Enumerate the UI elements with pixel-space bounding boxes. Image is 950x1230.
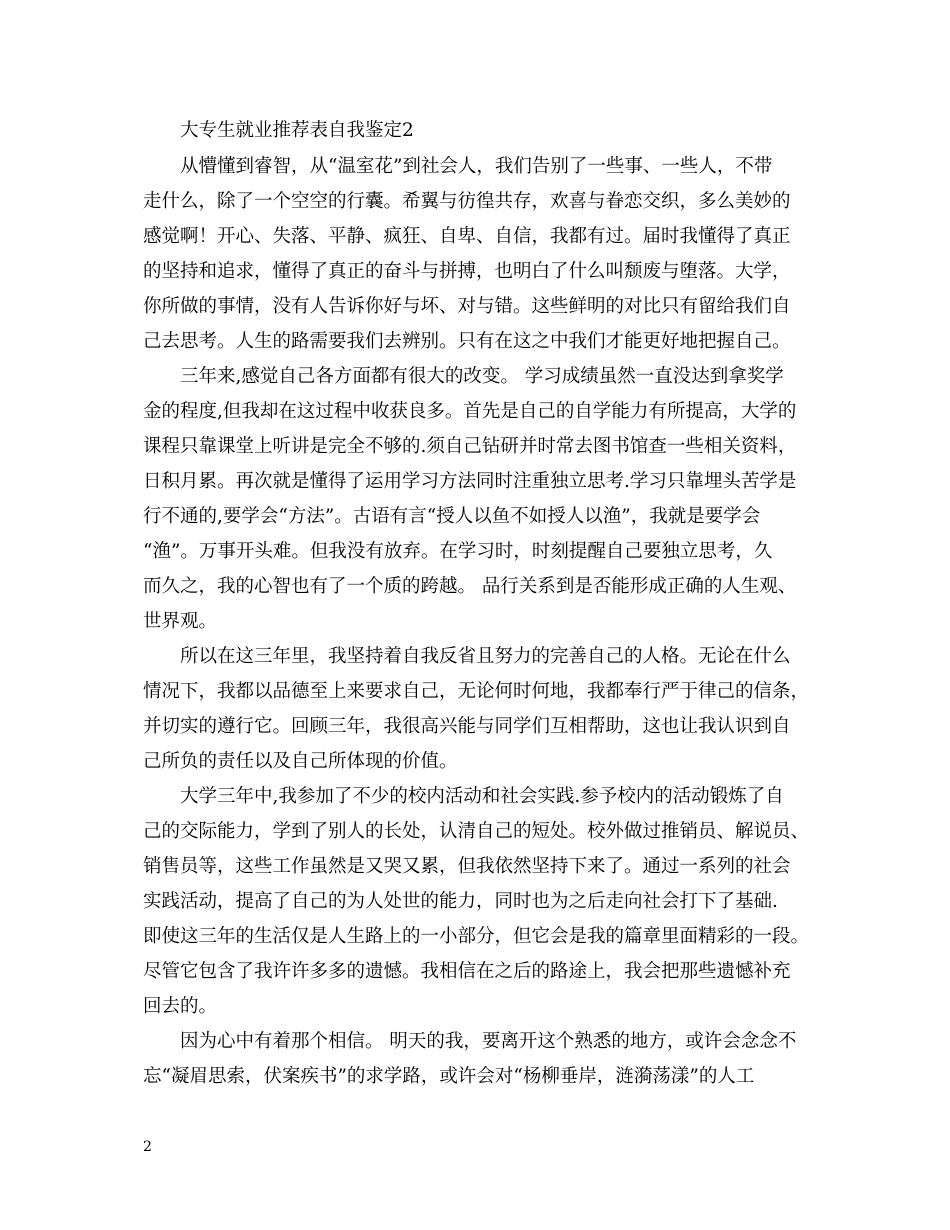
text-line: 行不通的,要学会“方法”。古语有言“授人以鱼不如授人以渔”，我就是要学会 [143, 506, 761, 527]
text-line: “渔”。万事开头难。但我没有放弃。在学习时，时刻提醒自己要独立思考，久 [143, 541, 773, 562]
text-line: 因为心中有着那个相信。 明天的我，要离开这个熟悉的地方，或许会念念不 [180, 1031, 797, 1052]
text-line: 情况下，我都以品德至上来要求自己，无论何时何地，我都奉行严于律己的信条， [143, 681, 810, 702]
text-line: 走什么，除了一个空空的行囊。希翼与彷徨共存，欢喜与眷恋交织，多么美妙的 [143, 191, 791, 212]
text-line: 己所负的责任以及自己所体现的价值。 [143, 751, 458, 772]
text-line: 忘“凝眉思索，伏案疾书”的求学路，或许会对“杨柳垂岸，涟漪荡漾”的人工 [143, 1066, 755, 1087]
text-line: 大学三年中,我参加了不少的校内活动和社会实践.参予校内的活动锻炼了自 [180, 786, 784, 807]
text-line: 而久之，我的心智也有了一个质的跨越。 品行关系到是否能形成正确的人生观、 [143, 576, 797, 597]
text-line: 金的程度,但我却在这过程中收获良多。首先是自己的自学能力有所提高，大学的 [143, 401, 797, 422]
text-line: 课程只靠课堂上听讲是完全不够的.须自己钻研并时常去图书馆查一些相关资料， [143, 436, 797, 457]
text-line: 你所做的事情，没有人告诉你好与坏、对与错。这些鲜明的对比只有留给我们自 [143, 296, 791, 317]
page-number: 2 [143, 1139, 152, 1155]
text-line: 三年来,感觉自己各方面都有很大的改变。 学习成绩虽然一直没达到拿奖学 [180, 366, 784, 387]
text-line: 世界观。 [143, 611, 218, 632]
text-line: 己去思考。人生的路需要我们去辨别。只有在这之中我们才能更好地把握自己。 [143, 331, 791, 352]
text-line: 从懵懂到睿智，从“温室花”到社会人，我们告别了一些事、一些人，不带 [180, 156, 773, 177]
document-title: 大专生就业推荐表自我鉴定2 [180, 120, 414, 141]
text-line: 销售员等，这些工作虽然是又哭又累，但我依然坚持下来了。通过一系列的社会 [143, 856, 791, 877]
text-line: 日积月累。再次就是懂得了运用学习方法同时注重独立思考.学习只靠埋头苦学是 [143, 471, 797, 492]
text-line: 尽管它包含了我许许多多的遗憾。我相信在之后的路途上，我会把那些遗憾补充 [143, 961, 791, 982]
text-line: 己的交际能力，学到了别人的长处，认清自己的短处。校外做过推销员、解说员、 [143, 821, 810, 842]
text-line: 回去的。 [143, 996, 218, 1017]
text-line: 实践活动，提高了自己的为人处世的能力，同时也为之后走向社会打下了基础. [143, 891, 778, 912]
text-line: 即使这三年的生活仅是人生路上的一小部分，但它会是我的篇章里面精彩的一段。 [143, 926, 810, 947]
text-line: 并切实的遵行它。回顾三年，我很高兴能与同学们互相帮助，这也让我认识到自 [143, 716, 791, 737]
text-line: 感觉啊！开心、失落、平静、疯狂、自卑、自信，我都有过。届时我懂得了真正 [143, 226, 791, 247]
text-line: 的坚持和追求，懂得了真正的奋斗与拼搏，也明白了什么叫颓废与堕落。大学， [143, 261, 791, 282]
text-line: 所以在这三年里，我坚持着自我反省且努力的完善自己的人格。无论在什么 [180, 646, 791, 667]
